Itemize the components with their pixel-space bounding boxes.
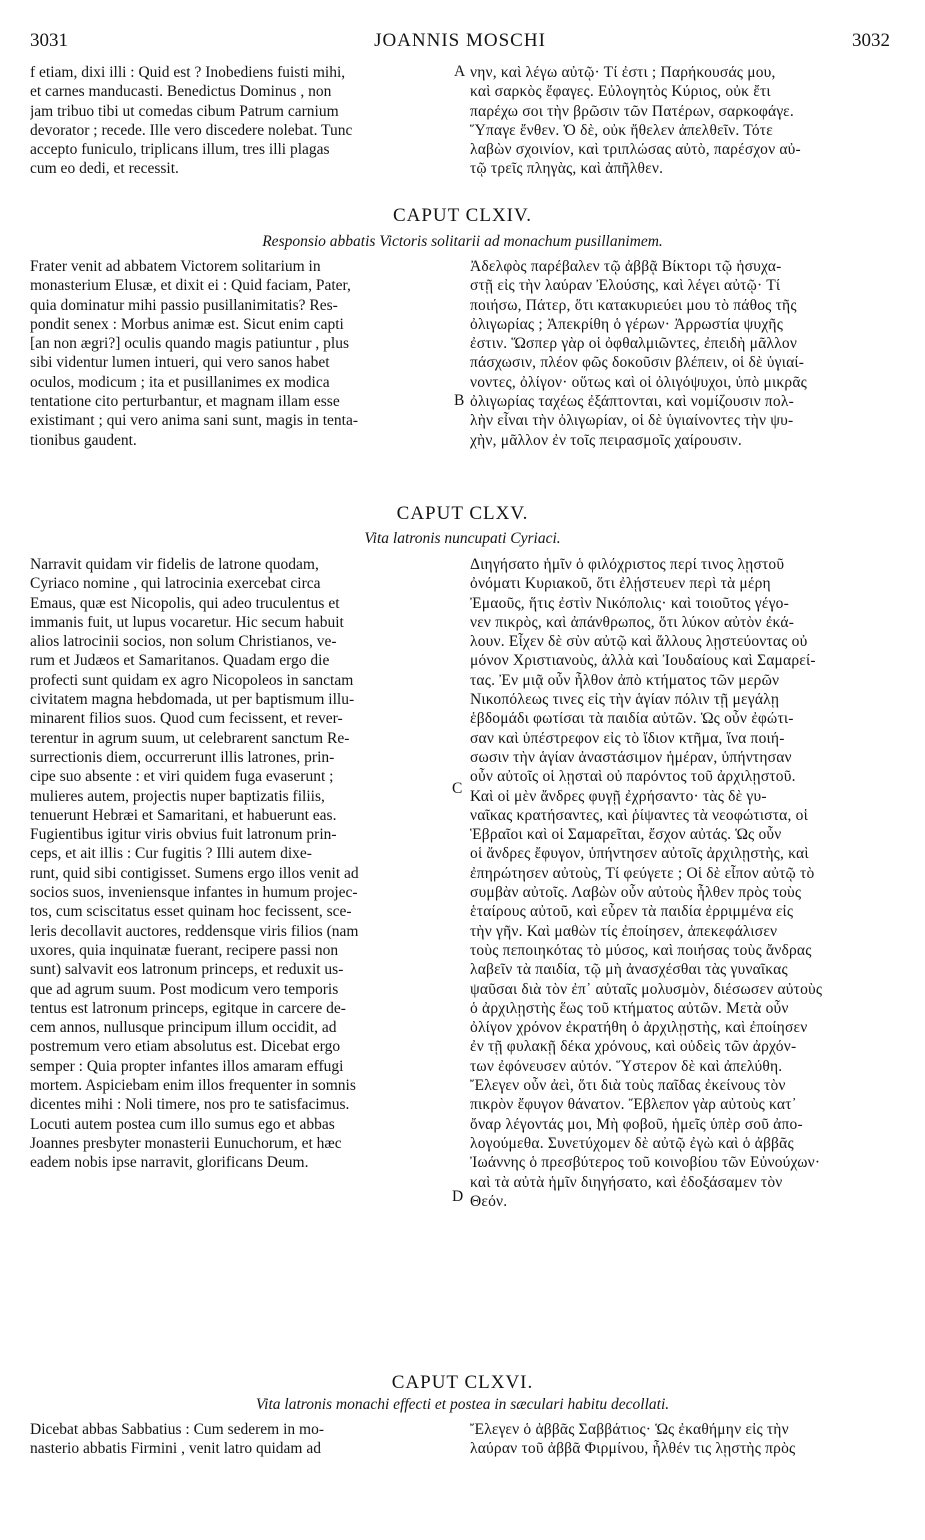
greek-line: καὶ τὰ αὐτὰ ἡμῖν διηγήσατο, καὶ ἐδοξάσαμεν τὸν: [470, 1173, 783, 1191]
latin-column-clxv: [30, 555, 448, 1173]
greek-line: ἑβδομάδι φωτίσαι τὰ παιδία αὐτῶν. Ὡς οὖν ἐφώτι-: [470, 710, 794, 728]
latin-line: accepto funiculo, triplicans illum, tres illi plagas: [30, 141, 330, 159]
latin-line: runt, quid sibi contigisset. Sumens ergo illos venit ad: [30, 864, 359, 882]
latin-line: leris decollavit auctores, reddensque viris filios (nam: [30, 922, 359, 940]
latin-line: devorator ; recede. Ille vero discedere nolebat. Tunc: [30, 121, 353, 139]
latin-line: Emaus, quæ est Nicopolis, qui adeo truculentus et: [30, 594, 340, 612]
latin-line: cum eo dedi, et recessit.: [30, 160, 179, 178]
greek-line: τὴν γῆν. Καὶ μαθὼν τίς ἐποίησεν, ἀπεκεφάλισεν: [470, 922, 778, 940]
latin-line: rum et Judæos et Samaritanos. Quadam ergo die: [30, 652, 330, 670]
latin-line: monasterium Elusæ, et dixit ei : Quid faciam, Pater,: [30, 277, 351, 295]
latin-line: uxores, quia inquinatæ fuerant, recipere passi non: [30, 941, 339, 959]
greek-line: συμβὰν αὐτοῖς. Λαβὼν οὖν αὐτοὺς ἦλθεν πρὸς τοὺς: [470, 884, 802, 902]
caput-subtitle: Responsio abbatis Victoris solitarii ad monachum pusillanimem.: [262, 233, 663, 250]
latin-line: socios suos, inveniensque infantes in humum projec-: [30, 884, 358, 902]
latin-line: civitatem magna hebdomada, ut per baptismum illu-: [30, 691, 355, 709]
greek-line: τῷ τρεῖς πληγὰς, καὶ ἀπῆλθεν.: [470, 160, 664, 178]
latin-line: cem annos, nullusque principum illum occidit, ad: [30, 1019, 337, 1037]
latin-line: Frater venit ad abbatem Victorem solitarium in: [30, 258, 321, 275]
latin-line: Dicebat abbas Sabbatius : Cum sederem in mo-: [30, 1421, 325, 1438]
greek-line: Ἔλεγεν οὖν ἀεὶ, ὅτι διὰ τοὺς παῖδας ἐκείνους τὸν: [470, 1077, 786, 1095]
latin-line: quia dominatur mihi passio pusillanimitatis? Res-: [30, 296, 338, 314]
greek-line: λουν. Εἶχεν δὲ σὺν αὐτῷ καὶ ἄλλους λῃστεύοντας οὐ: [470, 633, 808, 651]
latin-line: sunt) salvavit eos latronum princeps, et reduxit us-: [30, 961, 344, 979]
latin-line: oculos, modicum ; ita et pusillanimes ex modica: [30, 373, 330, 391]
caput-heading: CAPUT CLXV.: [396, 503, 529, 524]
right-column-number: 3032: [852, 30, 890, 51]
greek-line: ἑταίρους αὐτοῦ, καὶ εὗρεν τὰ παιδία ἐρριμμένα εἰς: [470, 903, 794, 921]
greek-line: Καὶ οἱ μὲν ἄνδρες φυγῇ ἐχρήσαντο· τὰς δὲ γυ-: [470, 787, 767, 805]
latin-line: sibi videntur lumen intueri, qui vero sanos habet: [30, 354, 330, 372]
greek-line: Ἀδελφὸς παρέβαλεν τῷ ἀββᾷ Βίκτορι τῷ ἡσυχα-: [470, 258, 782, 275]
greek-line: νοντες, ὀλίγον· οὕτως καὶ οἱ ὀλιγόψυχοι, ὑπὸ μικρᾶς: [470, 373, 808, 391]
greek-line: ὀλίγον χρόνον ἐκρατήθη ὁ ἀρχιλῃστὴς, καὶ ἐποίησεν: [470, 1019, 808, 1037]
greek-line: ἐπηρώτησεν αὐτοὺς, Τί φεύγετε ; Οἱ δὲ εἶπον αὐτῷ τὸ: [470, 864, 815, 882]
greek-line: νην, καὶ λέγω αὐτῷ· Τί ἐστι ; Παρήκουσάς μου,: [470, 64, 776, 81]
greek-line: Ἑβραῖοι καὶ οἱ Σαμαρεῖται, ἔσχον αὐτάς. Ὡς οὖν: [470, 826, 782, 844]
latin-line: Fugientibus igitur viris obvius fuit latronum prin-: [30, 826, 337, 844]
latin-line: jam tribuo tibi ut comedas cibum Patrum carnium: [30, 102, 339, 120]
greek-line: ναῖκας κρατήσαντες, καὶ ῥίψαντες τὰ νεοφώτιστα, οἱ: [470, 806, 808, 824]
margin-letter-b: B: [454, 392, 465, 409]
latin-line: que ad agrum suum. Post modicum vero temporis: [30, 980, 339, 998]
latin-column-continuation: [30, 63, 448, 179]
caput-subtitle: Vita latronis nuncupati Cyriaci.: [364, 530, 561, 547]
latin-line: alios latrocinii socios, non solum Christianos, ve-: [30, 633, 337, 651]
greek-line: οὖν αὐτοῖς οἱ λῃσταὶ οὐ παρόντος τοῦ ἀρχιλῃστοῦ.: [470, 768, 796, 786]
latin-line: tos, cum sciscitatus esset quinam hoc fecissent, sce-: [30, 903, 352, 921]
latin-line: pondit senex : Morbus animæ est. Sicut enim capti: [30, 315, 344, 333]
latin-column-clxiv: [30, 257, 448, 450]
greek-line: Ὕπαγε ἔνθεν. Ὁ δὲ, οὐκ ἤθελεν ἀπελθεῖν. Τότε: [470, 121, 773, 139]
greek-line: σαν καὶ ὑπέστρεφον εἰς τὸ ἴδιον κτῆμα, ἵνα ποιή-: [470, 729, 785, 747]
greek-line: των ἐφόνευσεν αὐτόν. Ὕστερον δὲ καὶ ἀπελύθη.: [470, 1057, 783, 1075]
greek-line: ψαῦσαι διὰ τὸν ἐπ᾽ αὐταῖς μολυσμὸν, διέσωσεν αὐτοὺς: [470, 980, 823, 998]
greek-line: Νικοπόλεως τινες εἰς τὴν ἁγίαν πόλιν τῇ μεγάλῃ: [470, 691, 780, 709]
caput-heading: CAPUT CLXVI.: [391, 1372, 534, 1393]
greek-line: μόνον Χριστιανοὺς, ἀλλὰ καὶ Ἰουδαίους καὶ Σαμαρεί-: [470, 652, 816, 670]
greek-line: Διηγήσατο ἡμῖν ὁ φιλόχριστος περί τινος λῃστοῦ: [470, 556, 785, 573]
margin-letter-d: D: [452, 1188, 464, 1205]
latin-line: ceps, et ait illis : Cur fugitis ? Illi autem dixe-: [30, 845, 312, 863]
greek-line: ὀνόματι Κυριακοῦ, ὅτι ἐλῄστευεν περὶ τὰ μέρη: [470, 575, 771, 593]
latin-line: Joannes presbyter monasterii Eunuchorum, et hæc: [30, 1134, 342, 1152]
latin-line: cipe suo absente : et viri quidem fuga evaserunt ;: [30, 768, 334, 786]
latin-line: terentur in agrum suum, ut celebrarent sanctum Re-: [30, 729, 350, 747]
greek-line: λογούμεθα. Συνετύχομεν δὲ αὐτῷ ἐγὼ καὶ ὁ ἀββᾶς: [470, 1134, 794, 1152]
greek-line: ὀλιγωρίας ; Ἀπεκρίθη ὁ γέρων· Ἀρρωστία ψυχῆς: [470, 315, 784, 333]
greek-line: πάσχωσιν, πλέον φῶς δοκοῦσιν βλέπειν, οἱ δὲ ὑγιαί-: [470, 354, 805, 372]
greek-line: πικρὸν ἔφυγον θάνατον. Ἔβλεπον γὰρ αὐτοὺς κατ᾽: [470, 1096, 798, 1114]
greek-line: ἐν τῇ φυλακῇ δέκα χρόνους, καὶ οὐδεὶς τῶν ἀρχόν-: [470, 1038, 797, 1056]
latin-line: Cyriaco nomine , qui latrocinia exercebat circa: [30, 575, 321, 593]
greek-line: λαβὼν σχοινίον, καὶ τριπλώσας αὐτὸ, παρέσχον αὐ-: [470, 141, 801, 159]
greek-line: Θεόν.: [470, 1192, 508, 1210]
greek-line: τοὺς πεποιηκότας τὸ μύσος, καὶ ποιήσας τοὺς ἄνδρας: [470, 941, 812, 959]
greek-line: καὶ σαρκὸς ἔφαγες. Εὐλογητὸς Κύριος, οὐκ ἔτι: [470, 83, 771, 101]
latin-line: nasterio abbatis Firmini , venit latro quidam ad: [30, 1440, 321, 1458]
greek-line: ἐστιν. Ὥσπερ γὰρ οἱ ὀφθαλμιῶντες, ἐπειδὴ μᾶλλον: [470, 335, 798, 353]
latin-line: immanis fuit, ut lupus vocaretur. Hic secum habuit: [30, 613, 344, 631]
latin-line: dicentes mihi : Noli timere, nos pro te satisfacimus.: [30, 1096, 350, 1114]
latin-line: postremum vero etiam absolutus est. Dicebat ergo: [30, 1038, 341, 1056]
greek-line: χὴν, μᾶλλον ἐν τοῖς πειρασμοῖς χαίρουσιν.: [470, 431, 742, 449]
latin-line: Locuti autem postea cum illo sumus ego et abbas: [30, 1115, 335, 1133]
greek-line: Ἔλεγεν ὁ ἀββᾶς Σαββάτιος· Ὡς ἐκαθήμην εἰς τὴν: [470, 1421, 789, 1438]
latin-line: eadem nobis ipse narravit, glorificans Deum.: [30, 1154, 309, 1172]
greek-line: ὁ ἀρχιλῃστὴς ἕως τοῦ κτήματος αὐτῶν. Μετὰ οὖν: [470, 999, 789, 1017]
greek-line: τας. Ἐν μιᾷ οὖν ἦλθον ἀπὸ κτήματος τῶν μερῶν: [470, 671, 780, 689]
latin-line: tenuerunt Hebræi et Samaritani, et habuerunt eas.: [30, 806, 337, 824]
latin-line: Narravit quidam vir fidelis de latrone quodam,: [30, 556, 319, 573]
latin-line: tentatione cito perturbantur, et magnam illam esse: [30, 393, 340, 411]
greek-line: Ἐμαοῦς, ἥτις ἐστὶν Νικόπολις· καὶ τοιοῦτος γέγο-: [470, 594, 789, 612]
greek-line: Ἰωάννης ὁ πρεσβύτερος τοῦ κοινοβίου τῶν Εὐνούχων·: [470, 1154, 821, 1172]
latin-line: [an non ægri?] oculis quando magis patiuntur , plus: [30, 335, 349, 353]
latin-line: f etiam, dixi illi : Quid est ? Inobediens fuisti mihi,: [30, 64, 346, 81]
caput-heading: CAPUT CLXIV.: [392, 205, 533, 226]
greek-line: ποιήσω, Πάτερ, ὅτι κατακυριεύει μου τὸ πάθος τῆς: [470, 296, 797, 314]
greek-column-clxv: [470, 555, 888, 1211]
caput-subtitle: Vita latronis monachi effecti et postea in sæculari habitu decollati.: [255, 1396, 670, 1413]
greek-line: λαβεῖν τὰ παιδία, τῷ μὴ ἀνασχέσθαι τὰς γυναῖκας: [470, 961, 788, 979]
greek-line: ὄναρ λέγοντάς μοι, Μὴ φοβοῦ, ἡμεῖς ὑπὲρ σοῦ ἀπο-: [470, 1115, 803, 1133]
margin-letter-a: A: [454, 63, 466, 80]
greek-line: νεν πικρὸς, καὶ ἀπάνθρωπος, ὅτι λύκον αὐτὸν ἐκά-: [470, 613, 795, 631]
latin-line: profecti sunt quidam ex agro Nicopoleos in sanctam: [30, 671, 354, 689]
left-column-number: 3031: [30, 30, 68, 51]
latin-line: tionibus gaudent.: [30, 431, 137, 449]
greek-column-clxvi: [470, 1420, 888, 1459]
latin-line: tentus est latronum princeps, egitque in carcere de-: [30, 999, 346, 1017]
running-title: JOANNIS MOSCHI: [374, 30, 546, 51]
greek-line: οἱ ἄνδρες ἔφυγον, ὑπήντησεν αὐτοῖς ἀρχιλῃστὴς, καὶ: [470, 845, 809, 863]
greek-line: σωσιν τὴν ἁγίαν ἀναστάσιμον ἡμέραν, ὑπήντησαν: [470, 748, 792, 766]
latin-line: semper : Quia propter infantes illos amaram effugi: [30, 1057, 344, 1075]
latin-line: mortem. Aspiciebam enim illos frequenter in somnis: [30, 1077, 356, 1095]
margin-letter-c: C: [452, 780, 463, 797]
greek-line: ὀλιγωρίας ταχέως ἐξάπτονται, καὶ νομίζουσιν πολ-: [470, 393, 794, 411]
latin-line: mulieres autem, projectis nuper baptizatis filiis,: [30, 787, 325, 805]
latin-column-clxvi: [30, 1420, 448, 1459]
latin-line: surrectionis diem, occurrerunt illis latrones, prin-: [30, 748, 335, 766]
greek-line: παρέχω σοι τὴν βρῶσιν τῶν Πατέρων, σαρκοφάγε.: [470, 102, 794, 120]
greek-column-clxiv: [470, 257, 888, 450]
greek-column-continuation: [470, 63, 888, 179]
page-header: [30, 30, 890, 54]
latin-line: minarent filios suos. Quod cum fecissent, et rever-: [30, 710, 343, 728]
latin-line: et carnes manducasti. Benedictus Dominus , non: [30, 83, 332, 101]
greek-line: στῇ εἰς τὴν λαύραν Ἐλούσης, καὶ λέγει αὐτῷ· Τί: [470, 277, 781, 295]
greek-line: λὴν εἶναι τὴν ὀλιγωρίαν, οἱ δὲ ὑγιαίνοντες τὴν ψυ-: [470, 412, 794, 430]
latin-line: existimant ; qui vero anima sani sunt, magis in tenta-: [30, 412, 359, 430]
greek-line: λαύραν τοῦ ἀββᾶ Φιρμίνου, ἦλθέν τις λῃστὴς πρὸς: [470, 1440, 796, 1458]
